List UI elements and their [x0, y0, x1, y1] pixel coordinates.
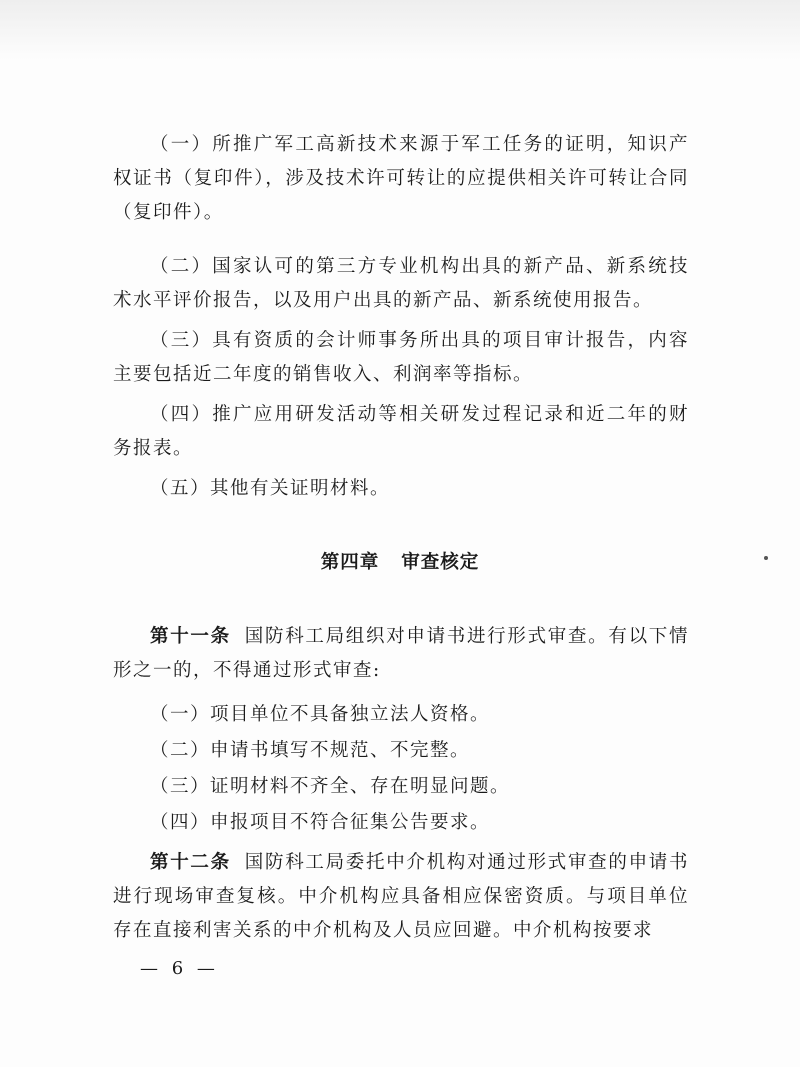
chapter-heading — [0, 548, 800, 574]
article-11 — [113, 620, 689, 688]
list-item: （三）证明材料不齐全、存在明显问题。 — [150, 776, 511, 797]
chapter-number: 第四章 — [320, 552, 380, 573]
chapter-title: 审查核定 — [401, 552, 480, 573]
list-item: （四）申报项目不符合征集公告要求。 — [150, 812, 491, 833]
article-number: 第十一条 — [150, 626, 231, 647]
scan-shadow — [0, 0, 800, 60]
article-text: 国防科工局委托中介机构对通过形式审查的申请书进行现场审查复核。中介机构应具备相应保密资质。与项目单位存在直接利害关系的中介机构及人员应回避。中介机构按要求 — [113, 852, 689, 941]
article-text: 国防科工局组织对申请书进行形式审查。有以下情形之一的，不得通过形式审查: — [113, 626, 689, 681]
list-item: （四）推广应用研发活动等相关研发过程记录和近二年的财务报表。 — [113, 404, 689, 459]
list-item: （三）具有资质的会计师事务所出具的项目审计报告，内容主要包括近二年度的销售收入、利润率等指标。 — [113, 330, 689, 385]
list-item: （二）国家认可的第三方专业机构出具的新产品、新系统技术水平评价报告，以及用户出具的新产品、新系统使用报告。 — [113, 256, 689, 311]
article-number: 第十二条 — [150, 852, 231, 873]
page-number: — 6 — — [140, 958, 219, 979]
list-item: （二）申请书填写不规范、不完整。 — [150, 740, 471, 761]
list-item: （五）其他有关证明材料。 — [150, 478, 391, 499]
list-item: （一）项目单位不具备独立法人资格。 — [150, 704, 491, 725]
list-item: （一）所推广军工高新技术来源于军工任务的证明，知识产权证书（复印件），涉及技术许可转让的应提供相关许可转让合同（复印件）。 — [113, 134, 689, 223]
article-12 — [113, 846, 689, 948]
